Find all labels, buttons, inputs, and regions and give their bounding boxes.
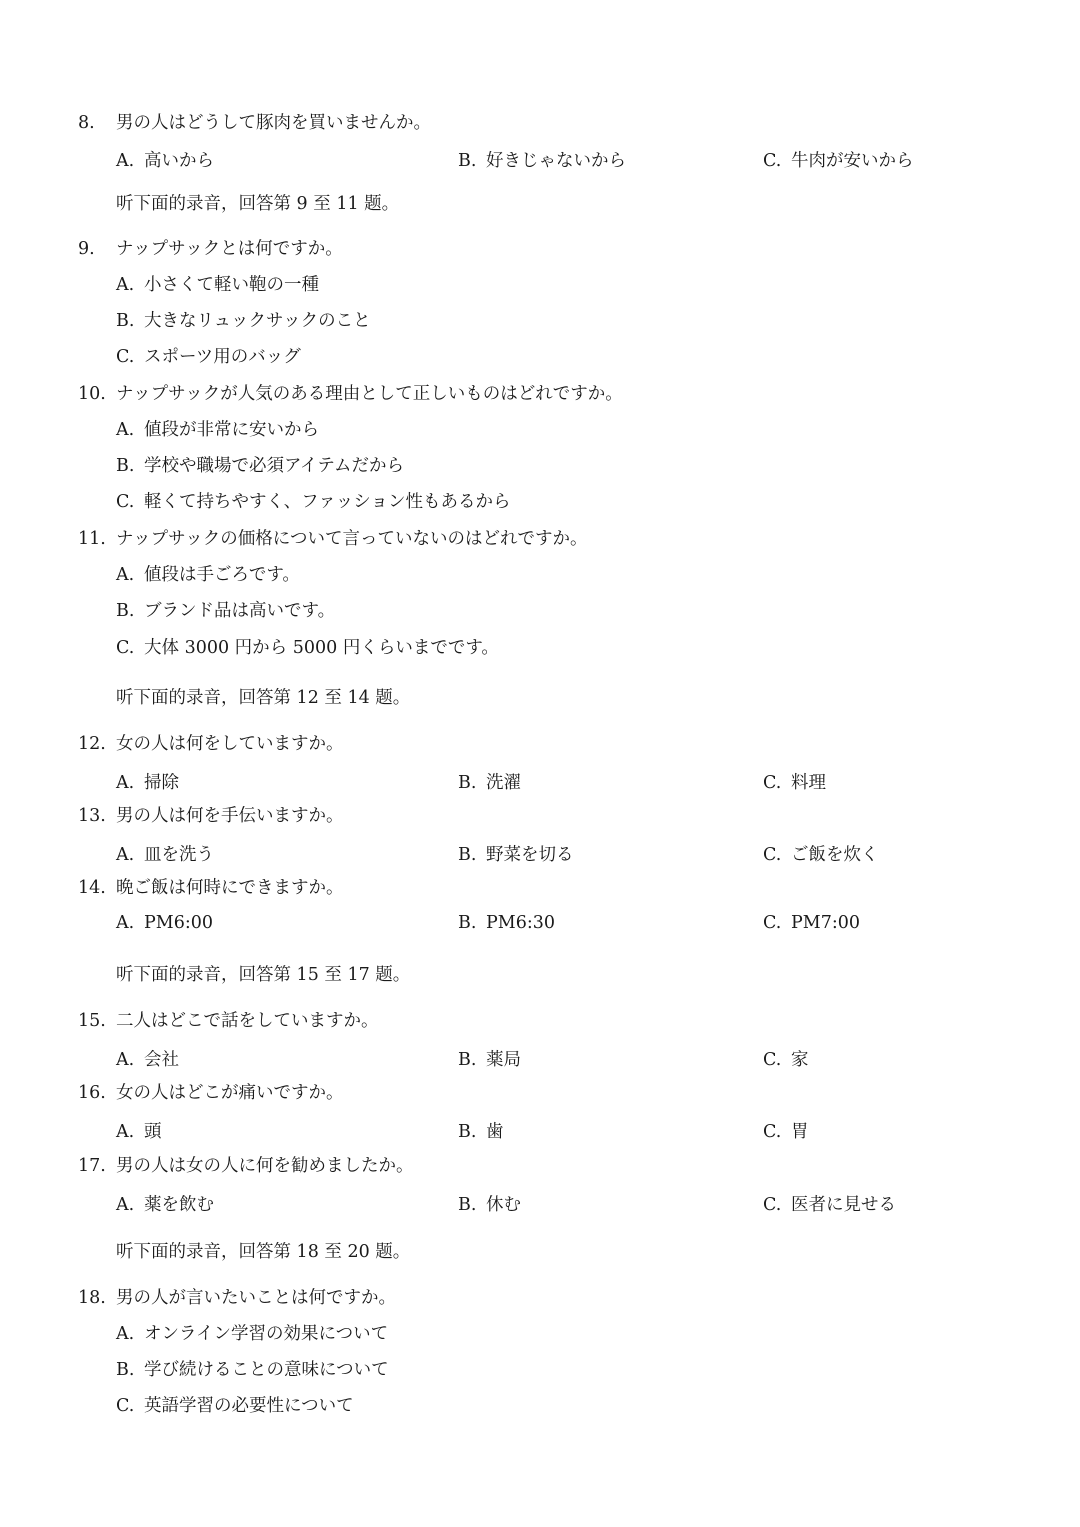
option-label: A. <box>116 420 135 440</box>
option-text: ご飯を炊く <box>791 845 879 865</box>
option-b[interactable] <box>116 600 335 622</box>
option-label: B. <box>458 1122 477 1142</box>
question-number: 16. <box>78 1083 106 1103</box>
option-a[interactable] <box>116 913 213 933</box>
option-label: A. <box>116 151 135 171</box>
option-text: PM7:00 <box>791 913 860 933</box>
option-text: 薬を飲む <box>144 1195 214 1215</box>
option-text: 値段は手ごろです。 <box>144 565 300 585</box>
option-text: 学校や職場で必須アイテムだから <box>144 456 405 476</box>
option-label: C. <box>116 347 135 367</box>
option-b[interactable] <box>116 1359 389 1381</box>
option-label: A. <box>116 565 135 585</box>
option-text: 頭 <box>144 1122 162 1142</box>
question-text: 女の人は何をしていますか。 <box>116 734 344 754</box>
option-text: 値段が非常に安いから <box>144 420 319 440</box>
option-b[interactable] <box>458 1191 521 1216</box>
question-text: ナップサックが人気のある理由として正しいものはどれですか。 <box>116 384 623 404</box>
option-a[interactable] <box>116 841 214 866</box>
option-c[interactable] <box>763 841 879 866</box>
option-b[interactable] <box>116 310 371 332</box>
option-text: 高いから <box>144 151 214 171</box>
option-b[interactable] <box>458 841 574 866</box>
option-text: オンライン学習の効果について <box>144 1324 389 1344</box>
question-text: 男の人は何を手伝いますか。 <box>116 806 344 826</box>
option-a[interactable] <box>116 274 319 296</box>
option-text: 会社 <box>144 1050 179 1070</box>
option-a[interactable] <box>116 564 300 586</box>
option-label: B. <box>116 601 135 621</box>
option-text: 休む <box>486 1195 521 1215</box>
question-text: 女の人はどこが痛いですか。 <box>116 1083 344 1103</box>
option-label: B. <box>458 1195 477 1215</box>
option-text: 掃除 <box>144 773 179 793</box>
option-c[interactable] <box>763 913 860 933</box>
question-number: 9. <box>78 239 95 259</box>
question-number: 12. <box>78 734 106 754</box>
question-text: 二人はどこで話をしていますか。 <box>116 1011 379 1031</box>
option-label: A. <box>116 773 135 793</box>
question-number: 18. <box>78 1288 106 1308</box>
option-label: C. <box>763 1122 782 1142</box>
question-number: 14. <box>78 878 106 898</box>
option-label: C. <box>763 1195 782 1215</box>
option-b[interactable] <box>116 455 404 477</box>
option-label: B. <box>116 1360 135 1380</box>
section-heading: 听下面的录音，回答第 9 至 11 题。 <box>116 194 400 214</box>
question-text: ナップサックとは何ですか。 <box>116 239 343 259</box>
option-label: B. <box>458 1050 477 1070</box>
option-label: C. <box>116 638 135 658</box>
option-c[interactable] <box>116 491 510 513</box>
option-a[interactable] <box>116 419 319 441</box>
option-label: A. <box>116 913 135 933</box>
question-text: 晩ご飯は何時にできますか。 <box>116 878 344 898</box>
question-text: 男の人は女の人に何を勧めましたか。 <box>116 1156 414 1176</box>
option-a[interactable] <box>116 1323 388 1345</box>
option-label: B. <box>458 845 477 865</box>
question-text: ナップサックの価格について言っていないのはどれですか。 <box>116 529 588 549</box>
option-b[interactable] <box>458 769 521 794</box>
option-b[interactable] <box>458 1118 504 1143</box>
option-label: C. <box>116 1396 135 1416</box>
option-c[interactable] <box>116 637 499 659</box>
option-label: B. <box>116 456 135 476</box>
option-text: 薬局 <box>486 1050 521 1070</box>
question-number: 17. <box>78 1156 106 1176</box>
option-text: 大きなリュックサックのこと <box>144 311 371 331</box>
option-label: A. <box>116 275 135 295</box>
option-text: 医者に見せる <box>791 1195 896 1215</box>
option-label: C. <box>763 845 782 865</box>
section-heading: 听下面的录音，回答第 15 至 17 题。 <box>116 965 411 985</box>
option-a[interactable] <box>116 769 179 794</box>
option-label: A. <box>116 1195 135 1215</box>
question-text: 男の人はどうして豚肉を買いませんか。 <box>116 113 431 133</box>
option-c[interactable] <box>763 147 914 172</box>
option-label: C. <box>763 913 782 933</box>
section-heading: 听下面的录音，回答第 18 至 20 题。 <box>116 1242 411 1262</box>
option-text: 学び続けることの意味について <box>144 1360 389 1380</box>
option-text: 洗濯 <box>486 773 521 793</box>
option-label: B. <box>116 311 135 331</box>
option-text: 野菜を切る <box>486 845 574 865</box>
option-text: 牛肉が安いから <box>791 151 914 171</box>
option-label: A. <box>116 845 135 865</box>
option-label: C. <box>116 492 135 512</box>
option-c[interactable] <box>763 1191 896 1216</box>
option-c[interactable] <box>763 1046 809 1071</box>
option-a[interactable] <box>116 1118 162 1143</box>
option-label: C. <box>763 1050 782 1070</box>
option-text: 胃 <box>791 1122 809 1142</box>
options-16 <box>0 1118 1080 1140</box>
option-label: A. <box>116 1122 135 1142</box>
question-text: 男の人が言いたいことは何ですか。 <box>116 1288 396 1308</box>
option-a[interactable] <box>116 1046 179 1071</box>
options-8 <box>0 147 1080 169</box>
option-text: 好きじゃないから <box>486 151 626 171</box>
option-label: B. <box>458 913 477 933</box>
question-number: 10. <box>78 384 106 404</box>
option-label: A. <box>116 1324 135 1344</box>
option-c[interactable] <box>116 1395 354 1417</box>
option-text: 小さくて軽い鞄の一種 <box>144 275 319 295</box>
option-label: C. <box>763 151 782 171</box>
option-label: A. <box>116 1050 135 1070</box>
option-text: 料理 <box>791 773 826 793</box>
options-12 <box>0 769 1080 791</box>
option-text: 歯 <box>486 1122 504 1142</box>
options-15 <box>0 1046 1080 1068</box>
option-text: スポーツ用のバッグ <box>144 347 301 367</box>
option-b[interactable] <box>458 1046 521 1071</box>
option-label: C. <box>763 773 782 793</box>
option-c[interactable] <box>763 769 826 794</box>
option-c[interactable] <box>116 346 301 368</box>
options-17 <box>0 1191 1080 1213</box>
option-text: 軽くて持ちやすく、ファッション性もあるから <box>144 492 511 512</box>
option-b[interactable] <box>458 913 555 933</box>
question-number: 8. <box>78 113 95 133</box>
options-14 <box>0 913 1080 935</box>
option-c[interactable] <box>763 1118 809 1143</box>
option-text: 皿を洗う <box>144 845 214 865</box>
option-text: 英語学習の必要性について <box>144 1396 354 1416</box>
option-b[interactable] <box>458 147 626 172</box>
option-text: PM6:30 <box>486 913 555 933</box>
option-label: B. <box>458 773 477 793</box>
option-text: 大体 3000 円から 5000 円くらいまでです。 <box>144 638 499 658</box>
question-number: 13. <box>78 806 106 826</box>
question-number: 11. <box>78 529 106 549</box>
option-a[interactable] <box>116 1191 214 1216</box>
option-text: PM6:00 <box>144 913 213 933</box>
option-text: 家 <box>791 1050 809 1070</box>
option-a[interactable] <box>116 147 214 172</box>
option-label: B. <box>458 151 477 171</box>
question-number: 15. <box>78 1011 106 1031</box>
option-text: ブランド品は高いです。 <box>144 601 336 621</box>
options-13 <box>0 841 1080 863</box>
section-heading: 听下面的录音，回答第 12 至 14 题。 <box>116 688 411 708</box>
